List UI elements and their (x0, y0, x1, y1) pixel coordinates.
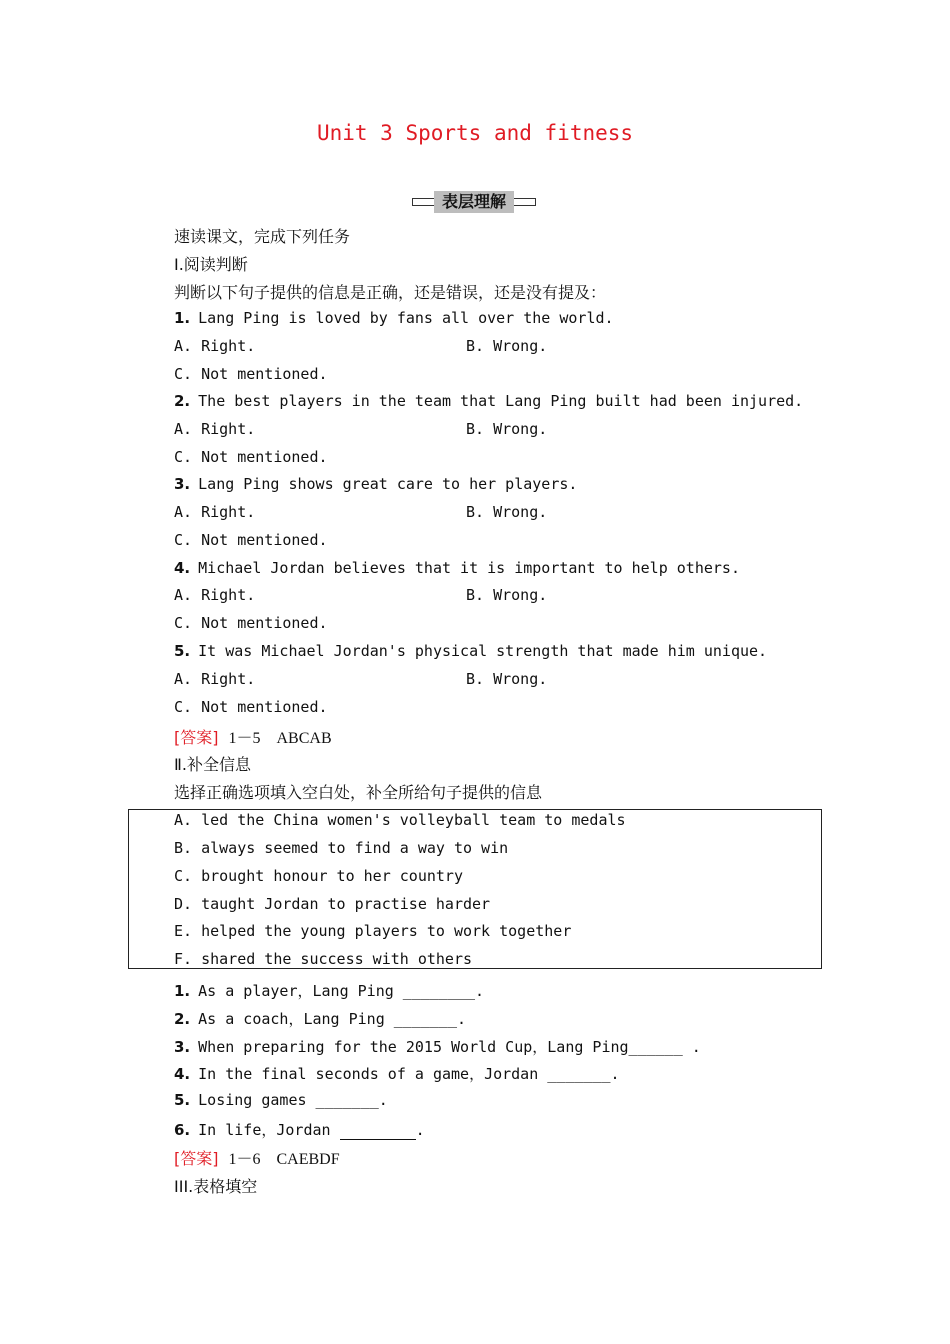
answer-tag: [答案] (174, 1149, 219, 1168)
option-a: A. Right. (174, 670, 256, 688)
option-a: A. Right. (174, 503, 256, 521)
answer-tag: [答案] (174, 728, 219, 747)
option-c: C. Not mentioned. (174, 614, 328, 632)
option-b: B. Wrong. (466, 420, 548, 438)
option-a: A. Right. (174, 586, 256, 604)
question-number: 5. (174, 642, 191, 660)
question-number: 2. (174, 1010, 191, 1028)
option-item: C. brought honour to her country (174, 867, 463, 885)
part2-heading: Ⅱ.补全信息 (174, 755, 251, 774)
intro-text: 速读课文，完成下列任务 (174, 227, 351, 246)
option-item: B. always seemed to find a way to win (174, 839, 509, 857)
option-b: B. Wrong. (466, 503, 548, 521)
question-1 (174, 309, 614, 327)
question-text: In life，Jordan (198, 1121, 340, 1139)
fill-question-6 (174, 1119, 425, 1140)
option-a: A. Right. (174, 337, 256, 355)
question-3 (174, 475, 577, 493)
option-c: C. Not mentioned. (174, 365, 328, 383)
question-number: 5. (174, 1091, 191, 1109)
question-5 (174, 642, 767, 660)
question-text: When preparing for the 2015 World Cup，Lang Ping______ . (198, 1038, 701, 1056)
question-number: 6. (174, 1121, 191, 1139)
question-text: It was Michael Jordan's physical strength that made him unique. (198, 642, 768, 660)
option-b: B. Wrong. (466, 586, 548, 604)
question-number: 1. (174, 982, 191, 1000)
options-box (128, 809, 822, 969)
question-text: The best players in the team that Lang Ping built had been injured. (198, 392, 804, 410)
question-text: Michael Jordan believes that it is important to help others. (198, 559, 740, 577)
answer-value: 1－5 ABCAB (228, 730, 332, 747)
option-item: D. taught Jordan to practise harder (174, 895, 491, 913)
question-text: As a player，Lang Ping ________. (198, 982, 485, 1000)
option-item: F. shared the success with others (174, 950, 473, 968)
fill-question-5 (174, 1091, 388, 1109)
question-number: 3. (174, 1038, 191, 1056)
option-b: B. Wrong. (466, 670, 548, 688)
option-a: A. Right. (174, 420, 256, 438)
option-item: E. helped the young players to work together (174, 922, 572, 940)
option-c: C. Not mentioned. (174, 531, 328, 549)
question-text: Lang Ping shows great care to her players. (198, 475, 578, 493)
fill-question-2 (174, 1008, 466, 1029)
fill-question-1 (174, 980, 484, 1001)
question-4 (174, 559, 740, 577)
question-number: 4. (174, 1065, 191, 1083)
option-b: B. Wrong. (466, 337, 548, 355)
option-c: C. Not mentioned. (174, 448, 328, 466)
answer-value: 1－6 CAEBDF (228, 1151, 340, 1168)
banner-label: 表层理解 (434, 191, 514, 213)
question-end: . (415, 1121, 425, 1139)
part3-heading: III.表格填空 (174, 1177, 258, 1196)
fill-question-3 (174, 1036, 701, 1057)
fill-question-4 (174, 1063, 620, 1084)
section-banner (412, 191, 538, 213)
part2-answer (174, 1146, 340, 1169)
option-item: A. led the China women's volleyball team to medals (174, 811, 626, 829)
question-number: 1. (174, 309, 191, 327)
question-text: As a coach，Lang Ping _______. (198, 1010, 467, 1028)
answer-blank[interactable] (340, 1121, 416, 1140)
question-text: Losing games _______. (198, 1091, 388, 1109)
question-text: Lang Ping is loved by fans all over the world. (198, 309, 614, 327)
question-number: 3. (174, 475, 191, 493)
part1-heading: Ⅰ.阅读判断 (174, 255, 248, 274)
part1-answer (174, 725, 332, 748)
question-number: 2. (174, 392, 191, 410)
question-text: In the final seconds of a game，Jordan _______. (198, 1065, 620, 1083)
option-c: C. Not mentioned. (174, 698, 328, 716)
question-number: 4. (174, 559, 191, 577)
part2-instruction: 选择正确选项填入空白处，补全所给句子提供的信息 (174, 783, 543, 802)
question-2 (174, 392, 803, 410)
part1-instruction: 判断以下句子提供的信息是正确，还是错误，还是没有提及： (174, 283, 607, 302)
page-title: Unit 3 Sports and fitness (316, 121, 634, 145)
